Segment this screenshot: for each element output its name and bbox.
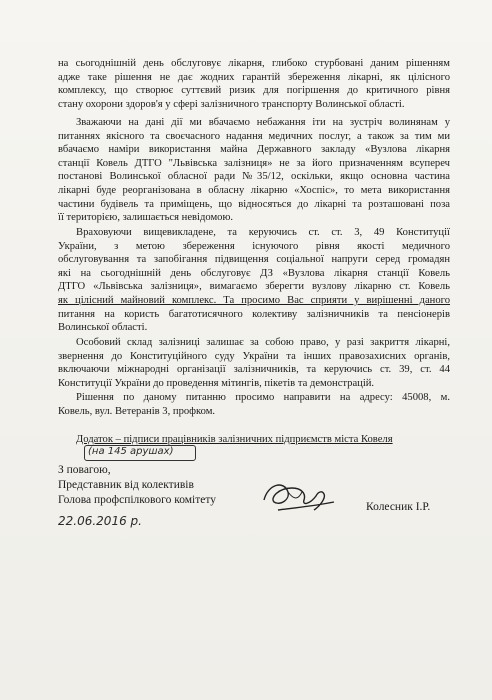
attachment-handwritten: (на 145 арушах) xyxy=(88,446,174,457)
text-line: Враховуючи вищевикладене, та керуючись ст. ст. 3, 49 Конституції xyxy=(76,227,450,238)
closing: З повагою, xyxy=(58,464,111,476)
text-line: лікарні буде реорганізована в обласну лікарню «Хоспіс», то мета використання xyxy=(58,184,450,196)
paragraph-3 xyxy=(58,226,450,335)
text-line: на сьогоднішній день обслуговує лікарня, глибоко стурбовані даним рішенням xyxy=(58,58,450,69)
text-line: Конституції України до проведення мітингів, пікетів та демонстрацій. xyxy=(58,377,375,389)
text-line: обслуговування та запобігання підвищення соціальної напруги серед громадян xyxy=(58,254,450,266)
text-line: які на сьогоднішній день обслуговує ДЗ «Вузлова лікарня станції Ковель xyxy=(58,267,450,279)
representative-line: Представник від колективів xyxy=(58,479,194,491)
text-line: стану охорони здоров'я у сфері залізничного транспорту Волинської області. xyxy=(58,98,405,110)
text-line: Рішення по даному питанню просимо направити на адресу: 45008, м. xyxy=(76,392,450,403)
text-line: станції Ковель ДТГО "Львівська залізниця» не за його призначенням всупереч xyxy=(58,157,450,169)
text-line: вбачаємо наміри використання майна Державного закладу «Вузлова лікарня xyxy=(58,144,450,156)
text-line: частини будівель та приміщень, що відносяться до лікарні та розташовані поза xyxy=(58,198,450,210)
paragraph-1 xyxy=(58,57,450,111)
text-line: її територією, залишається невідомою. xyxy=(58,212,234,224)
text-line: ДТГО «Львівська залізниця», вимагаємо зберегти вузлову лікарню ст. Ковель xyxy=(58,281,450,293)
attachment-note: Додаток – підписи працівників залізничних підприємств міста Ковеля xyxy=(76,434,393,445)
text-line: комплексу, що створює суттєвий ризик для погіршення до критичного рівня xyxy=(58,85,450,97)
text-line: Ковель, вул. Ветеранів 3, профком. xyxy=(58,405,216,417)
text-line: України, з метою збереження існуючого рівня якості медичного xyxy=(58,240,450,252)
text-line: адже таке рішення не дає жодних гарантій збереження лікарні, як цілісного xyxy=(58,71,450,83)
text-line: включаючи міжнародні організації залізничників, та керуючись ст. 39, ст. 44 xyxy=(58,364,450,376)
text-line: звернення до Конституційного суду України та інших правозахисних органів, xyxy=(58,350,450,362)
position-line: Голова профспілкового комітету xyxy=(58,494,216,506)
text-line: питання на користь багатотисячного колективу залізничників та пенсіонерів xyxy=(58,308,450,320)
text-line: Волинської області. xyxy=(58,322,148,334)
signature xyxy=(258,470,338,520)
text-line: постанові Волинської обласної ради №35/12, оскільки, якщо основна частина xyxy=(58,171,450,183)
text-line: Зважаючи на дані дії ми вбачаємо небажання іти на зустріч волинянам у xyxy=(76,117,450,128)
text-line: питаннях якісного та своєчасного надання медичних послуг, а також за тим ми xyxy=(58,130,450,142)
paragraph-2 xyxy=(58,116,450,225)
handwritten-date: 22.06.2016 р. xyxy=(58,514,142,528)
text-line-underlined: як цілісний майновий комплекс. Та просимо Вас сприяти у вирішенні даного xyxy=(58,294,450,306)
handwritten-box xyxy=(84,445,196,461)
text-line: Особовий склад залізниці залишає за собою право, у разі закриття лікарні, xyxy=(76,337,450,348)
paragraph-4 xyxy=(58,336,450,390)
signer-name: Колесник І.Р. xyxy=(366,501,431,513)
paragraph-5 xyxy=(58,391,450,418)
